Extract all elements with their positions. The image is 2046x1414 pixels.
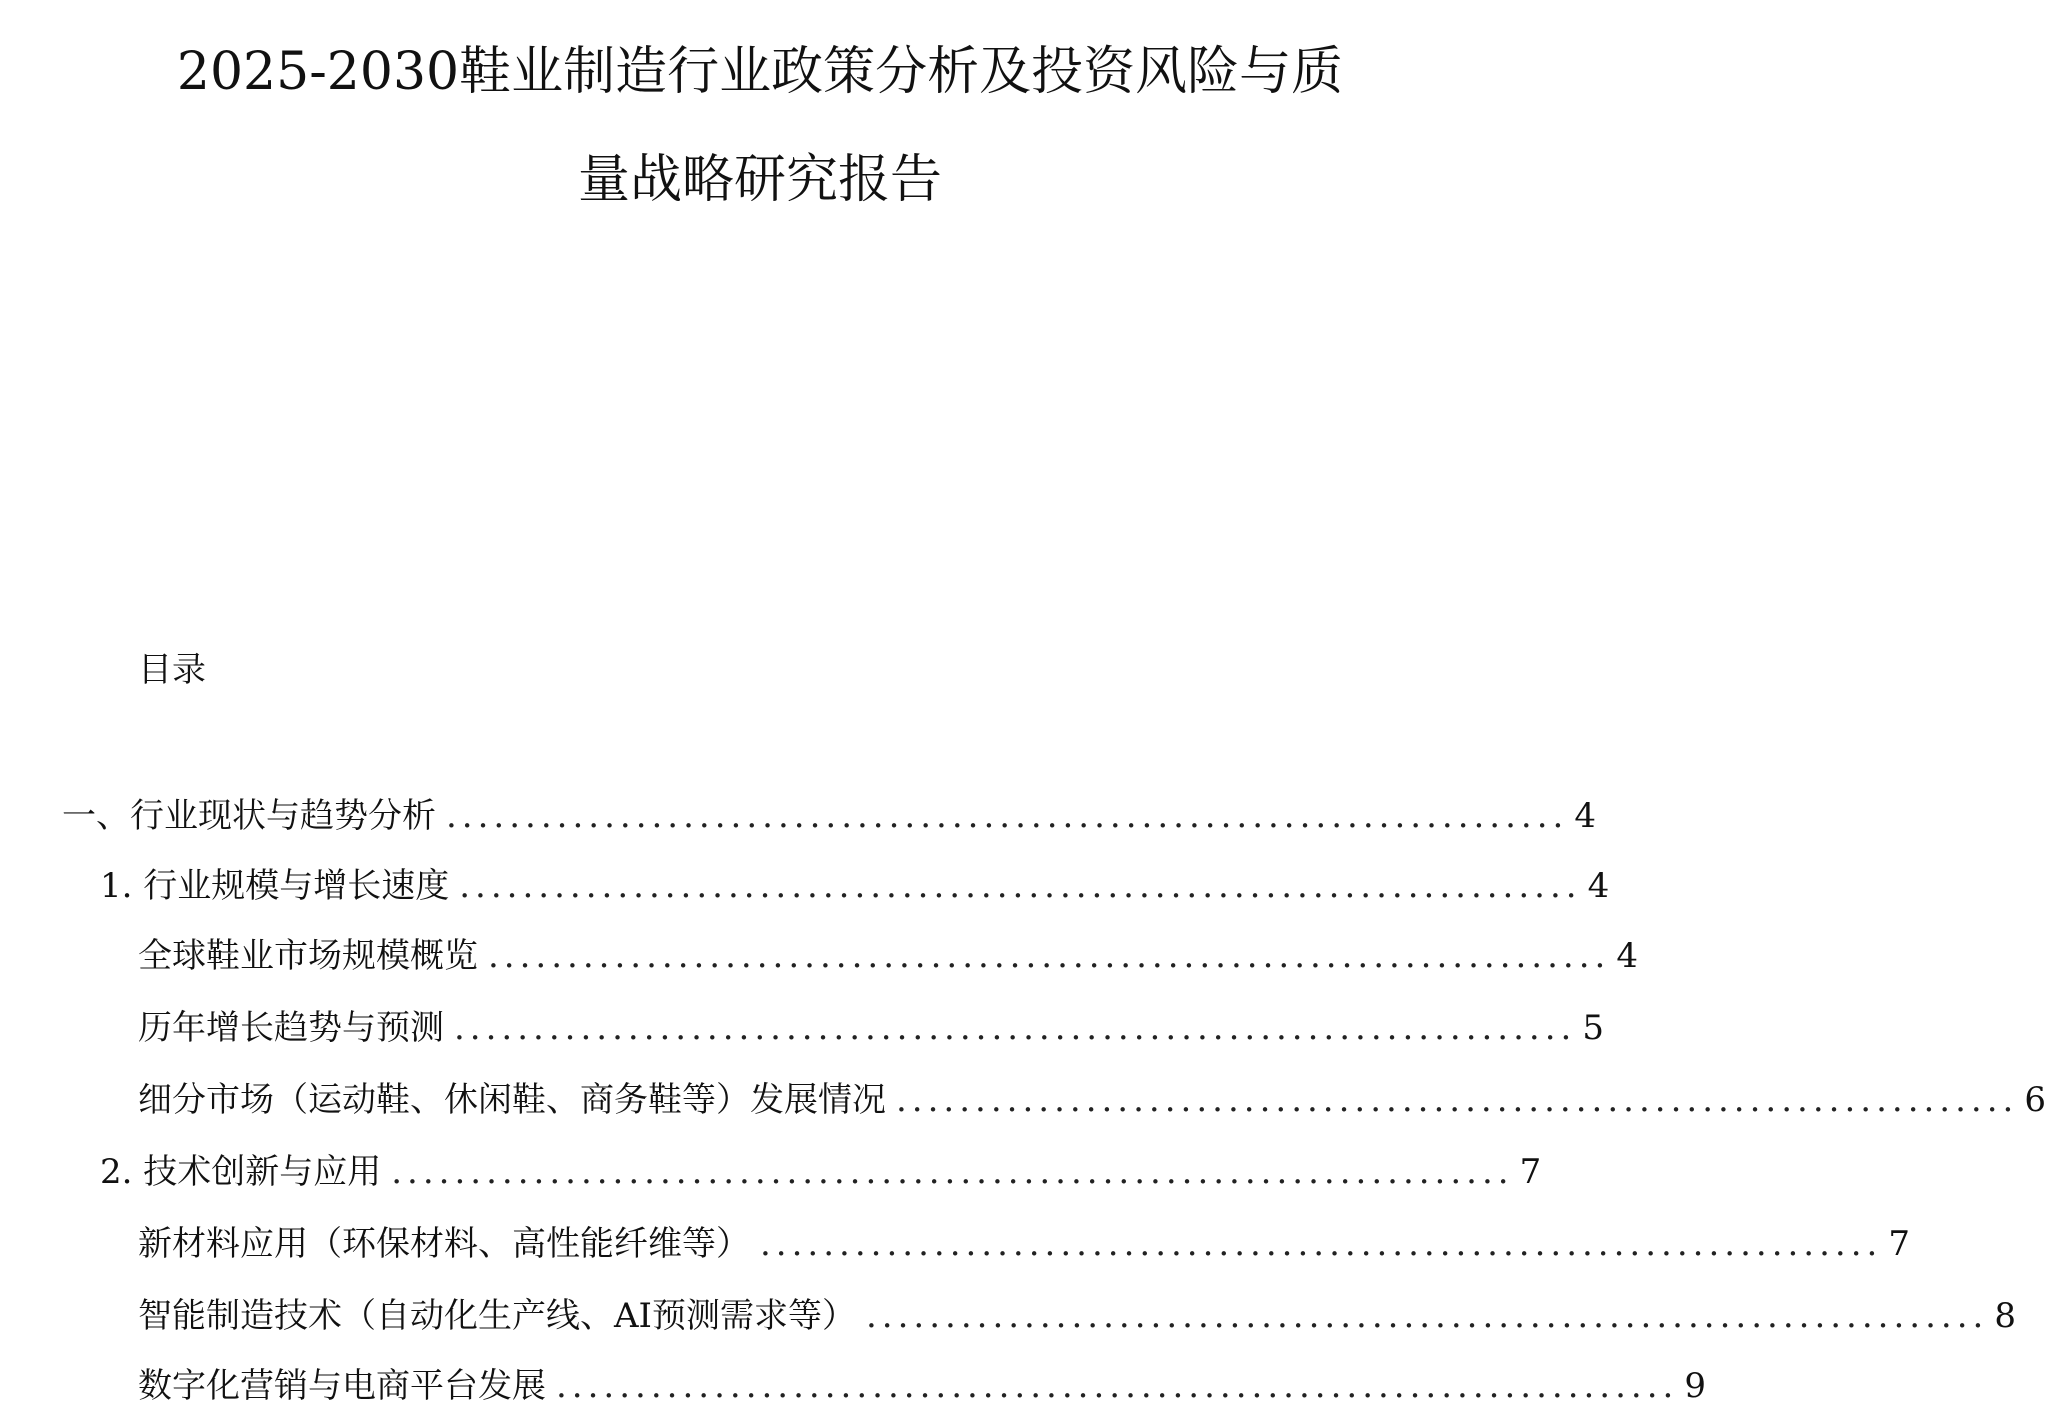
- toc-entry-label: 新材料应用（环保材料、高性能纤维等）: [138, 1224, 750, 1264]
- toc-entry-page-number: 5: [1582, 1008, 1604, 1048]
- toc-entry-page-number: 8: [1994, 1296, 2016, 1336]
- toc-entry-label: 全球鞋业市场规模概览: [138, 936, 478, 976]
- toc-entry-page-number: 4: [1616, 936, 1638, 976]
- toc-entry-page-number: 9: [1684, 1366, 1706, 1406]
- toc-entry-page-number: 7: [1888, 1224, 1910, 1264]
- toc-entry-item[interactable]: [138, 934, 1638, 978]
- toc-dot-leader: .......................................................................: [391, 1152, 1514, 1192]
- toc-heading: 目录: [138, 650, 206, 690]
- toc-dot-leader: .......................................................................: [459, 866, 1582, 906]
- toc-entry-page-number: 4: [1587, 866, 1610, 906]
- toc-entry-subsection-2[interactable]: [100, 1150, 1542, 1194]
- toc-entry-label: 历年增长趋势与预测: [138, 1008, 444, 1048]
- toc-dot-leader: .......................................................................: [446, 796, 1569, 836]
- toc-entry-item[interactable]: [138, 1222, 1910, 1266]
- toc-dot-leader: .......................................................................: [896, 1080, 2019, 1120]
- toc-entry-item[interactable]: [138, 1006, 1604, 1050]
- document-title-line-2: 量战略研究报告: [577, 150, 942, 210]
- toc-dot-leader: .......................................................................: [556, 1366, 1679, 1406]
- toc-entry-page-number: 4: [1574, 796, 1596, 836]
- toc-entry-label: 1. 行业规模与增长速度: [100, 866, 450, 906]
- toc-entry-subsection-1[interactable]: [100, 864, 1610, 908]
- toc-entry-label: 细分市场（运动鞋、休闲鞋、商务鞋等）发展情况: [138, 1080, 886, 1120]
- toc-entry-item[interactable]: [138, 1078, 2046, 1122]
- toc-entry-label: 智能制造技术（自动化生产线、AI预测需求等）: [138, 1296, 856, 1336]
- toc-entry-label: 数字化营销与电商平台发展: [138, 1366, 546, 1406]
- toc-entry-item[interactable]: [138, 1364, 1706, 1408]
- toc-dot-leader: .......................................................................: [760, 1224, 1883, 1264]
- toc-entry-section-1[interactable]: [62, 794, 1596, 838]
- toc-dot-leader: .......................................................................: [488, 936, 1611, 976]
- toc-dot-leader: .......................................................................: [865, 1296, 1989, 1336]
- toc-dot-leader: .......................................................................: [454, 1008, 1577, 1048]
- document-title-line-1: 2025-2030鞋业制造行业政策分析及投资风险与质: [176, 42, 1344, 102]
- toc-entry-page-number: 7: [1519, 1152, 1542, 1192]
- toc-entry-label: 2. 技术创新与应用: [100, 1152, 382, 1192]
- toc-entry-item[interactable]: [138, 1294, 2016, 1338]
- toc-entry-label: 一、行业现状与趋势分析: [62, 796, 436, 836]
- toc-entry-page-number: 6: [2024, 1080, 2046, 1120]
